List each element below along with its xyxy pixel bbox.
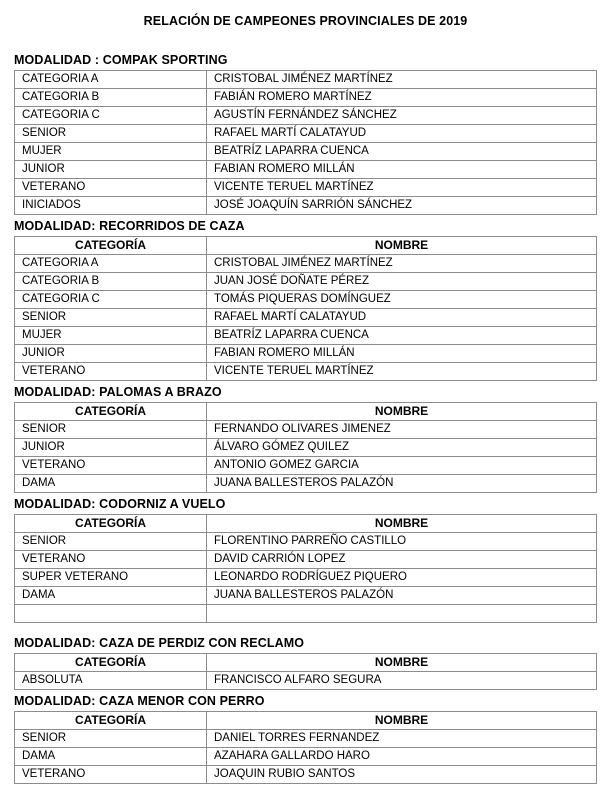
category-cell: CATEGORIA A [15,255,207,273]
name-cell: AGUSTÍN FERNÁNDEZ SÁNCHEZ [207,107,597,125]
category-cell: ABSOLUTA [15,672,207,690]
category-cell: CATEGORIA C [15,107,207,125]
name-cell: FLORENTINO PARREÑO CASTILLO [207,533,597,551]
table-row [15,748,597,766]
name-cell: JOSÉ JOAQUÍN SARRIÓN SÁNCHEZ [207,197,597,215]
name-cell: VICENTE TERUEL MARTÍNEZ [207,363,597,381]
champions-table [14,70,597,215]
category-cell: SENIOR [15,533,207,551]
champions-table [14,653,597,690]
category-header-cell: CATEGORÍA [15,237,207,255]
name-cell: TOMÁS PIQUERAS DOMÍNGUEZ [207,291,597,309]
category-header-cell: CATEGORÍA [15,403,207,421]
name-cell: JOAQUIN RUBIO SANTOS [207,766,597,784]
category-cell: VETERANO [15,766,207,784]
table-row [15,107,597,125]
name-cell: ÁLVARO GÓMEZ QUILEZ [207,439,597,457]
table-row [15,551,597,569]
name-cell: FABIAN ROMERO MILLÁN [207,345,597,363]
name-cell: VICENTE TERUEL MARTÍNEZ [207,179,597,197]
table-row [15,161,597,179]
header-row [15,515,597,533]
table-row [15,89,597,107]
table-row [15,143,597,161]
table-row [15,273,597,291]
table-row [15,363,597,381]
champions-table [14,711,597,784]
name-header-cell: NOMBRE [207,237,597,255]
table-row [15,766,597,784]
category-cell: JUNIOR [15,345,207,363]
category-cell: VETERANO [15,551,207,569]
category-cell: SENIOR [15,309,207,327]
category-cell: VETERANO [15,363,207,381]
category-header-cell: CATEGORÍA [15,515,207,533]
name-cell: BEATRÍZ LAPARRA CUENCA [207,143,597,161]
category-cell [15,605,207,623]
table-row [15,439,597,457]
table-row [15,71,597,89]
name-cell: LEONARDO RODRÍGUEZ PIQUERO [207,569,597,587]
name-cell: BEATRÍZ LAPARRA CUENCA [207,327,597,345]
category-cell: JUNIOR [15,161,207,179]
category-cell: CATEGORIA A [15,71,207,89]
section-title: MODALIDAD: CAZA DE PERDIZ CON RECLAMO [14,636,305,650]
section-title: MODALIDAD : COMPAK SPORTING [14,53,228,67]
name-cell: FABIÁN ROMERO MARTÍNEZ [207,89,597,107]
category-cell: VETERANO [15,179,207,197]
table-row [15,421,597,439]
category-cell: MUJER [15,327,207,345]
category-header-cell: CATEGORÍA [15,712,207,730]
table-row [15,672,597,690]
table-row [15,255,597,273]
table-row [15,587,597,605]
section-title: MODALIDAD: CODORNIZ A VUELO [14,497,226,511]
table-row [15,457,597,475]
name-cell: FABIAN ROMERO MILLÁN [207,161,597,179]
header-row [15,654,597,672]
table-row [15,197,597,215]
name-cell: DANIEL TORRES FERNANDEZ [207,730,597,748]
name-cell: FRANCISCO ALFARO SEGURA [207,672,597,690]
category-cell: VETERANO [15,457,207,475]
section-title: MODALIDAD: CAZA MENOR CON PERRO [14,694,265,708]
sections [14,53,597,784]
category-header-cell: CATEGORÍA [15,654,207,672]
champions-table [14,236,597,381]
name-cell: RAFAEL MARTÍ CALATAYUD [207,125,597,143]
name-cell: JUANA BALLESTEROS PALAZÓN [207,475,597,493]
name-cell [207,605,597,623]
name-header-cell: NOMBRE [207,712,597,730]
name-cell: DAVID CARRIÓN LOPEZ [207,551,597,569]
table-row [15,179,597,197]
header-row [15,237,597,255]
name-cell: FERNANDO OLIVARES JIMENEZ [207,421,597,439]
category-cell: SUPER VETERANO [15,569,207,587]
header-row [15,403,597,421]
table-row [15,291,597,309]
category-cell: SENIOR [15,730,207,748]
category-cell: INICIADOS [15,197,207,215]
page-title: RELACIÓN DE CAMPEONES PROVINCIALES DE 2019 [143,14,468,28]
category-cell: CATEGORIA B [15,89,207,107]
section-title: MODALIDAD: PALOMAS A BRAZO [14,385,222,399]
name-header-cell: NOMBRE [207,515,597,533]
name-cell: CRISTOBAL JIMÉNEZ MARTÍNEZ [207,255,597,273]
category-cell: DAMA [15,748,207,766]
name-cell: CRISTOBAL JIMÉNEZ MARTÍNEZ [207,71,597,89]
category-cell: DAMA [15,475,207,493]
category-cell: JUNIOR [15,439,207,457]
table-row [15,475,597,493]
header-row [15,712,597,730]
table-row [15,730,597,748]
name-cell: JUAN JOSÉ DOÑATE PÉREZ [207,273,597,291]
name-header-cell: NOMBRE [207,403,597,421]
category-cell: SENIOR [15,421,207,439]
table-row [15,345,597,363]
name-cell: RAFAEL MARTÍ CALATAYUD [207,309,597,327]
name-header-cell: NOMBRE [207,654,597,672]
table-row [15,569,597,587]
category-cell: MUJER [15,143,207,161]
champions-table [14,514,597,623]
section-title: MODALIDAD: RECORRIDOS DE CAZA [14,219,245,233]
table-row [15,533,597,551]
name-cell: JUANA BALLESTEROS PALAZÓN [207,587,597,605]
name-cell: ANTONIO GOMEZ GARCIA [207,457,597,475]
category-cell: CATEGORIA B [15,273,207,291]
table-row [15,327,597,345]
category-cell: CATEGORIA C [15,291,207,309]
category-cell: DAMA [15,587,207,605]
table-row [15,125,597,143]
name-cell: AZAHARA GALLARDO HARO [207,748,597,766]
table-row [15,309,597,327]
table-row [15,605,597,623]
champions-table [14,402,597,493]
category-cell: SENIOR [15,125,207,143]
